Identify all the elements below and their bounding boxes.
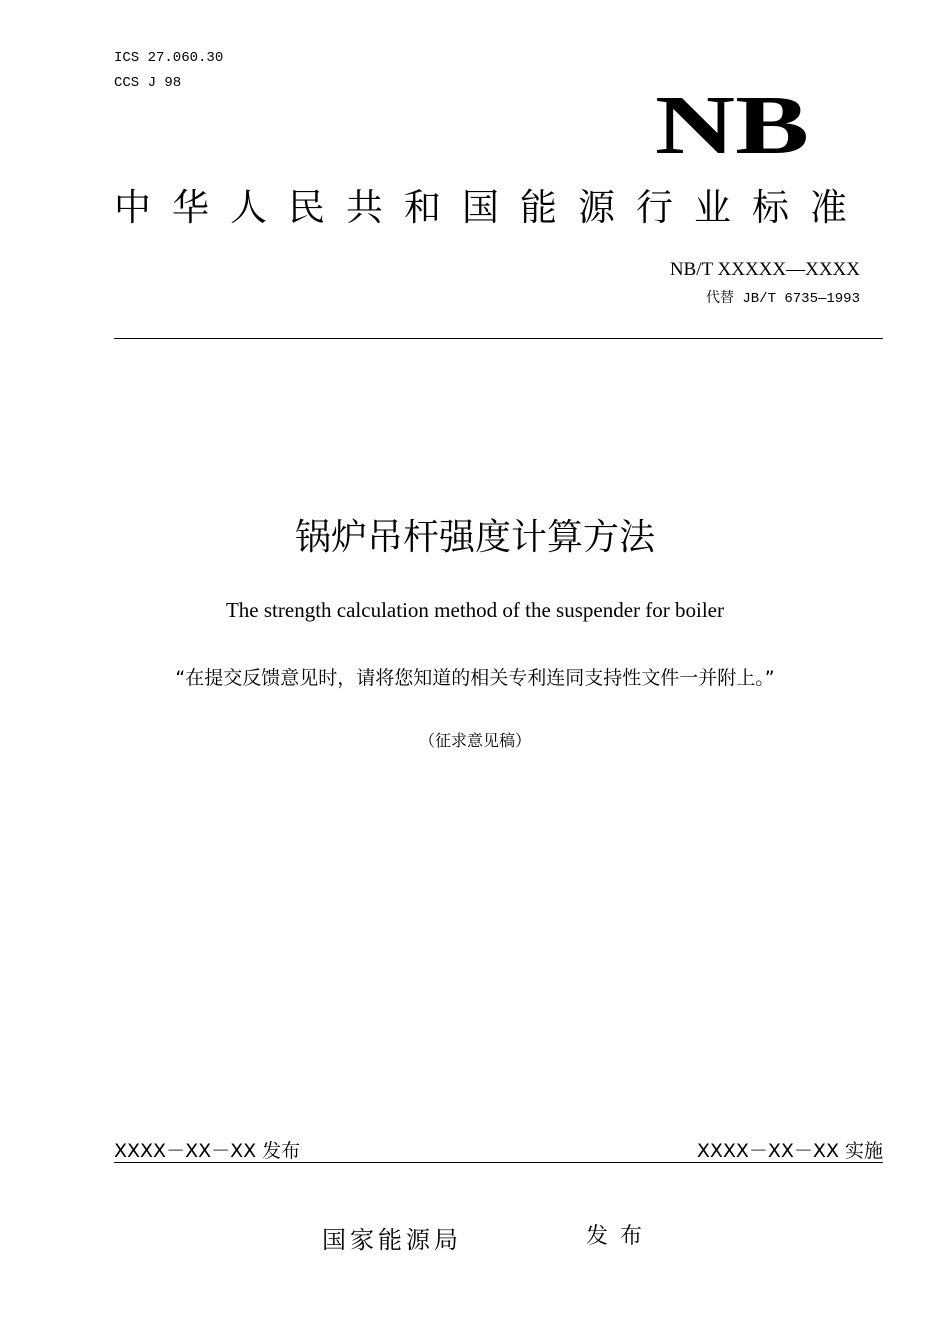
issue-date: XXXX－XX－XX 发布 [114,1140,301,1162]
draft-status: （征求意见稿） [418,731,531,750]
ics-code: ICS 27.060.30 [114,50,224,66]
footer-divider [114,1162,883,1163]
standard-category-title: 中华人民共和国能源行业标准 [114,186,868,229]
nb-logo: NB [655,79,810,172]
publish-label: 发布 [586,1224,655,1249]
implementation-date: XXXX－XX－XX 实施 [696,1140,883,1162]
standard-number: NB/T XXXXX—XXXX [669,259,860,280]
document-title-en: The strength calculation method of the suspender for boiler [225,598,724,622]
patent-notice: “在提交反馈意见时，请将您知道的相关专利连同支持性文件一并附上。” [175,667,775,689]
ccs-code: CCS J 98 [114,75,182,91]
document-title-zh: 锅炉吊杆强度计算方法 [294,517,655,558]
issuing-authority: 国家能源局 [322,1226,462,1254]
header-divider [114,338,883,339]
replaces-standard: 代替 JB/T 6735—1993 [705,291,860,307]
